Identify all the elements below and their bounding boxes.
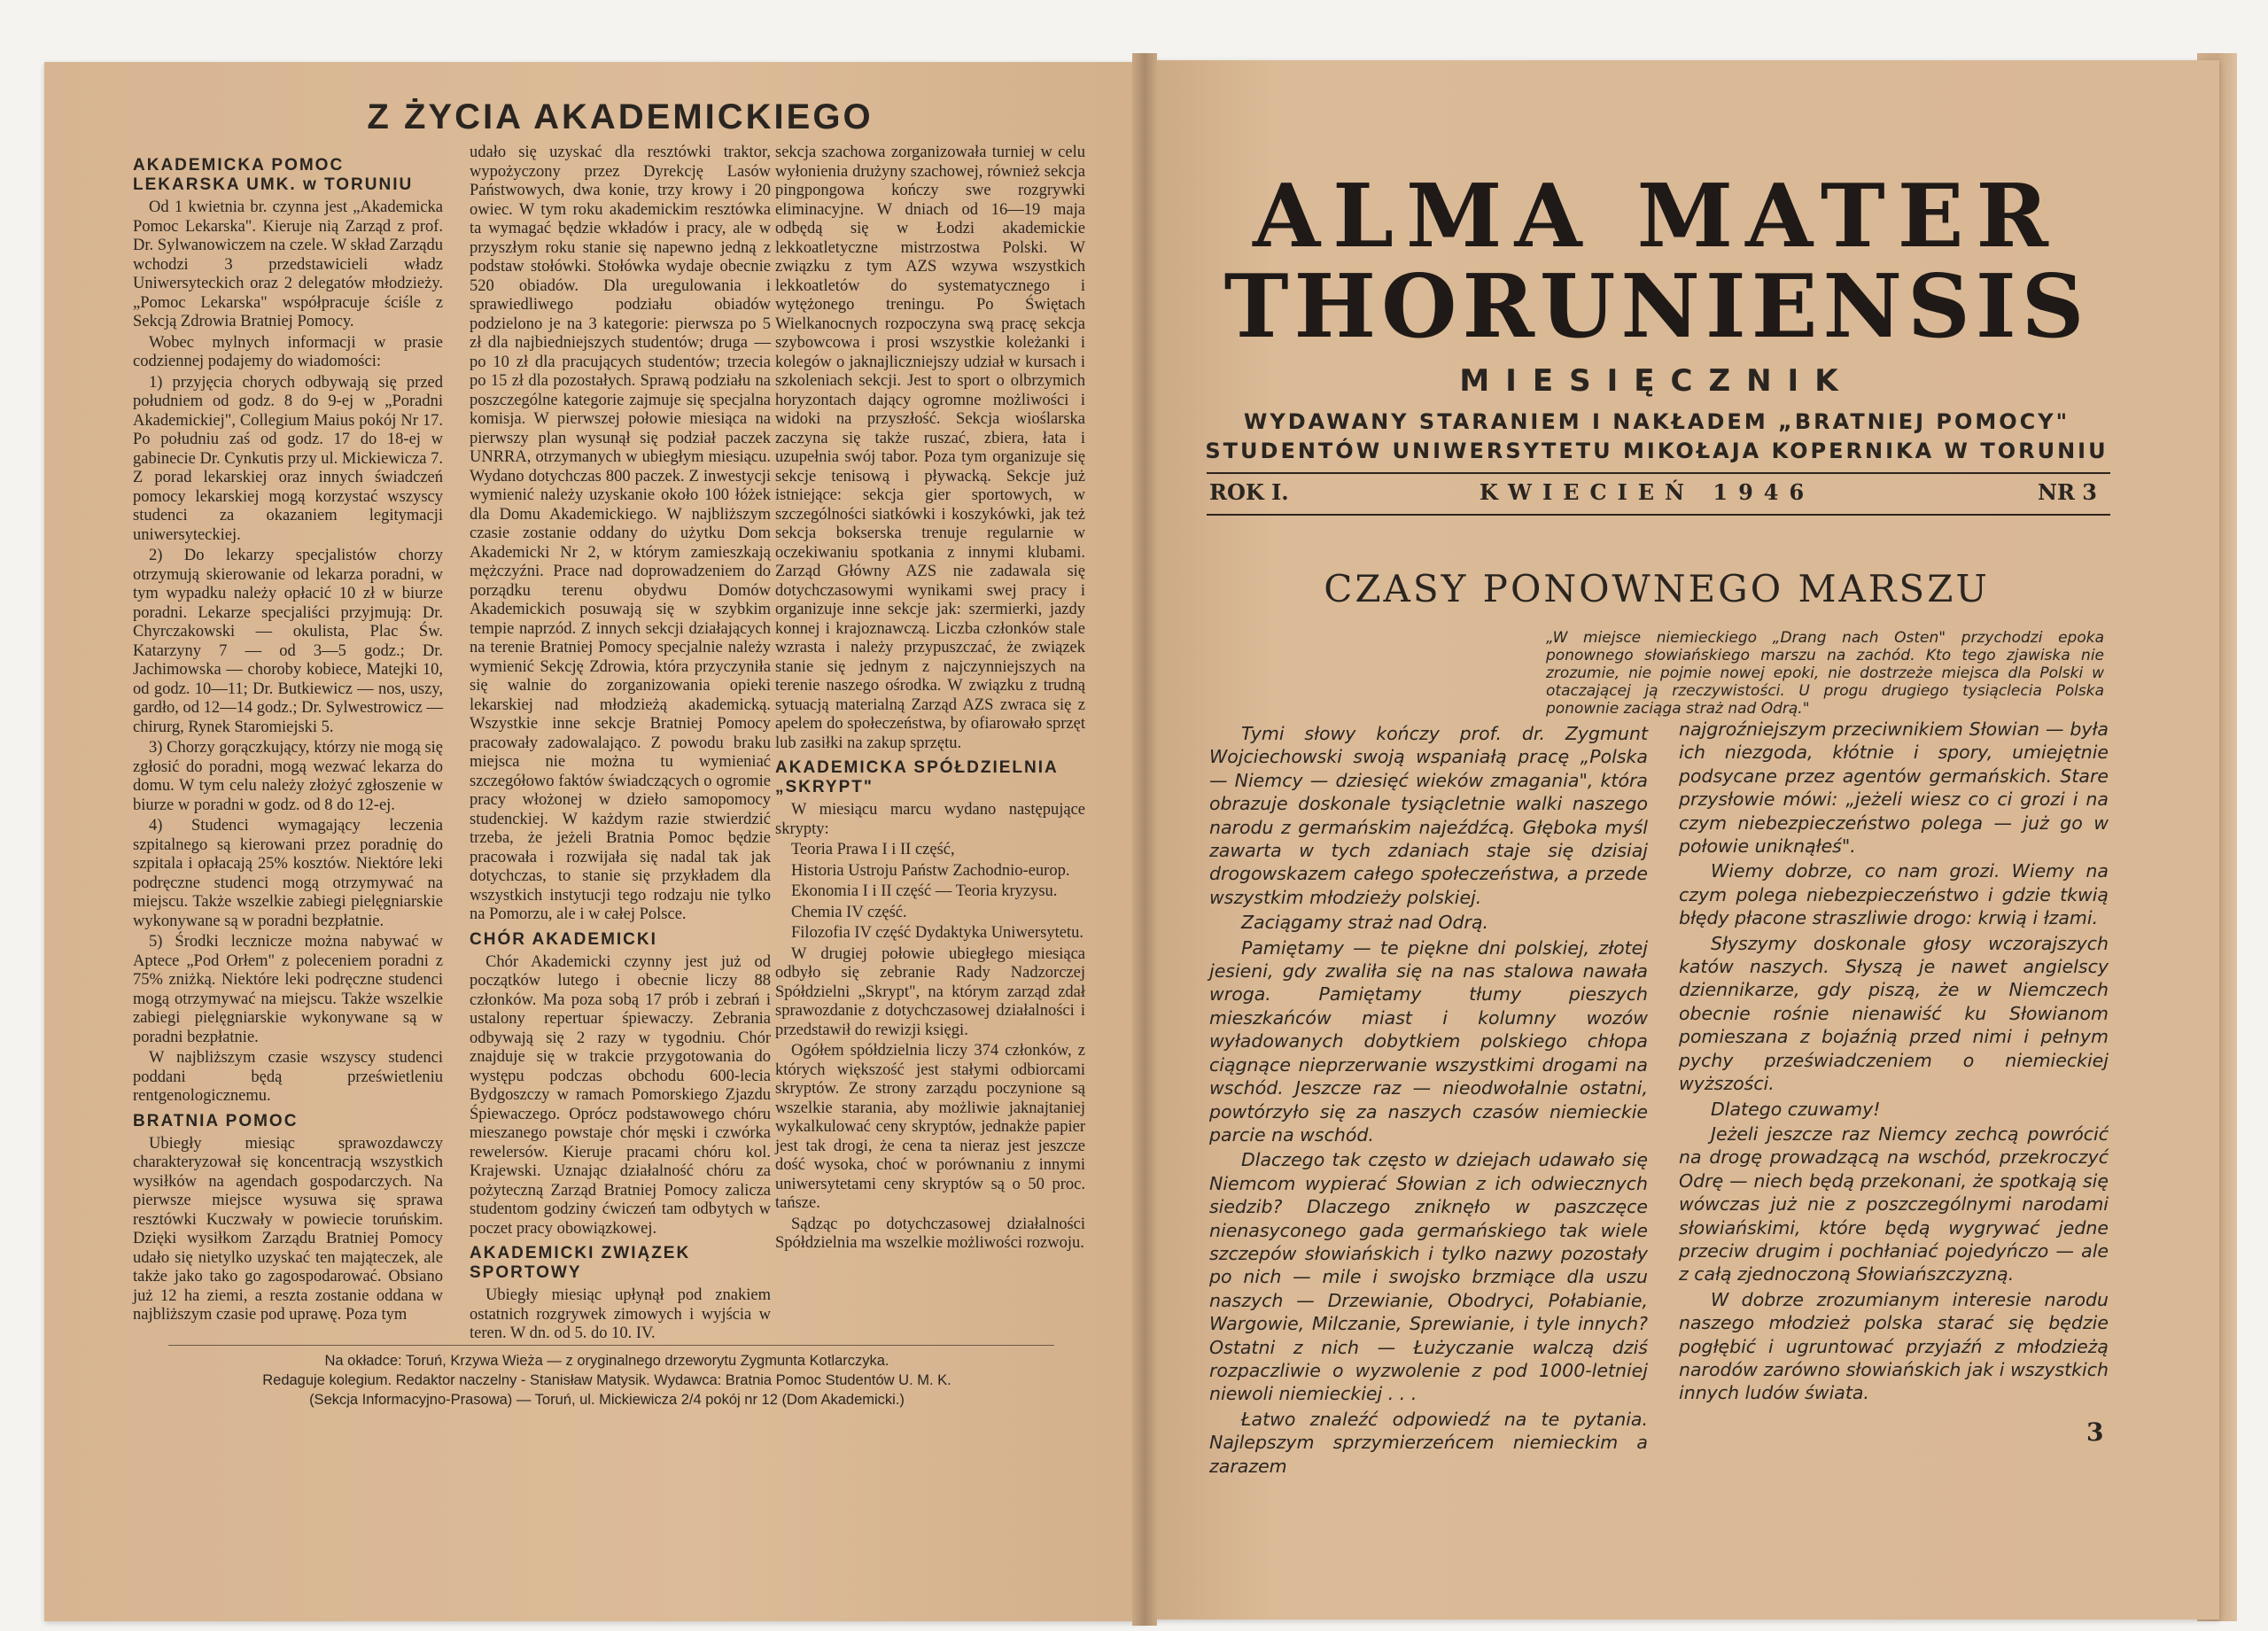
paragraph: Od 1 kwietnia br. czynna jest „Akademicka Pomoc Lekarska". Kieruje nią Zarząd z prof. Dr. Sylwanowiczem na czele. W skład Zarządu wchodzi 3 przedstawicieli władz Uniwersyteckich oraz 2 delegatów młodzieży. „Pomoc Lekarska" współpracuje ściśle z Sekcją Zdrowia Bratniej Pomocy. <box>133 198 443 330</box>
left-column-1 <box>133 151 443 1327</box>
masthead-title-line2: THORUNIENSIS <box>1223 256 2090 358</box>
paragraph: 5) Środki lecznicze można nabywać w Aptece „Pod Orłem" z poleceniem poradni z 75% zniżką. Niektóre leki podręczne studenci mogą otrzymywać na miejscu. Także wszelkie zabiegi pielęgniarskie wykonywane są w poradni bezpłatnie. <box>133 933 443 1046</box>
paragraph: Pamiętamy — te piękne dni polskiej, złotej jesieni, gdy zwaliła się na nas stalowa nawała wroga. Pamiętamy tłumy pieszych mieszkańców miast i kolumny wozów wyładowanych dobytkiem polskiego chłopa ciągnące nieprzerwanie wszystkimi drogami na wschód. Jeszcze raz — nieodwołalnie ostatni, powtórzyło się za naszych czasów niemieckie parcie na wschód. <box>1209 936 1648 1146</box>
paragraph: Wiemy dobrze, co nam grozi. Wiemy na czym polega niebezpieczeństwo i gdzie tkwią błędy płacone straszliwie drogo: krwią i łzami. <box>1679 860 2109 929</box>
heading-chor-akademicki: CHÓR AKADEMICKI <box>470 929 657 949</box>
issue-rule-bottom <box>1207 514 2110 516</box>
paragraph: W dobrze zrozumianym interesie narodu naszego młodzież polska starać się będzie pogłębić i ugruntować przyjaźń z młodzieżą narodów zarówno słowiańskich jak i wszystkich innych ludów świata. <box>1679 1288 2109 1404</box>
paragraph: 4) Studenci wymagający leczenia szpitalnego są kierowani przez poradnię do szpitala i opłacają 25% kosztów. Niektóre leki podręczne studenci mogą otrzymywać na miejscu. Także wszelkie zabiegi pielęgniarskie wykonywane są w poradni bezpłatnie. <box>133 817 443 930</box>
issue-number: NR 3 <box>2038 479 2097 505</box>
magazine-spine <box>1132 53 1157 1626</box>
publisher-line-1: WYDAWANY STARANIEM I NAKŁADEM „BRATNIEJ POMOCY" <box>1243 409 2070 434</box>
paragraph: Ubiegły miesiąc upłynął pod znakiem ostatnich rozgrywek zimowych i wyjścia w teren. W dn. od 5. do 10. IV. <box>470 1286 771 1342</box>
paragraph: 2) Do lekarzy specjalistów chorzy otrzymują skierowanie od lekarza poradni, w tym wypadku należy opłacić 10 zł w biurze poradni. Lekarze specjaliści przyjmują: Dr. Chyrczakowski — okulista, Plac Św. Katarzyny 7 — od 3—5 godz.; Dr. Jachimowska — choroby kobiece, Matejki 10, od godz. 10—11; Dr. Butkiewicz — nos, uszy, gardło, od 12—14 godz.; Dr. Sylwestrowicz — chirurg, Rynek Staromiejski 5. <box>133 547 443 736</box>
publisher-line-2: STUDENTÓW UNIWERSYTETU MIKOŁAJA KOPERNIKA W TORUNIU <box>1205 439 2109 463</box>
list-item: Ekonomia I i II część — Teoria kryzysu. <box>791 882 1058 900</box>
editorial-footer <box>124 1351 1090 1410</box>
left-column-2 <box>470 144 771 1346</box>
footer-rule <box>168 1345 1054 1346</box>
paragraph: Wobec mylnych informacji w prasie codziennej podajemy do wiadomości: <box>133 333 443 370</box>
paragraph: najgroźniejszym przeciwnikiem Słowian — była ich niezgoda, kłótnie i spory, umiejętnie podsycane przez agentów germańskich. Stare przysłowie mówi: „jeżeli wiesz co ci grozi i na czym niebezpieczeństwo polega — już go w połowie uniknąłeś". <box>1679 718 2109 858</box>
paragraph: sekcja szachowa zorganizowała turniej w celu wyłonienia drużyny szachowej, również sekcja pingpongowa kończy swe rozgrywki eliminacyjne. W dniach od 16—19 maja odbędą się w Łodzi akademickie lekkoatletyczne mistrzostwa Polski. W związku z tym AZS wzywa wszystkich lekkoatletów do systematycznego i wytężonego treningu. Po Świętach Wielkanocnych rozpoczyna swą pracę sekcja szybowcowa i prosi wszystkie koleżanki i kolegów o jaknajliczniejszy udział w kursach i szkoleniach sekcji. Jest to sport o olbrzymich horyzontach dający ogromne możliwości i widoki na przyszłość. Sekcja wioślarska zaczyna się także ruszać, zbiera, łata i uzupełnia swój tabor. Poza tym organizuje się sekcje tenisową i pływacką. Sekcje już istniejące: sekcja gier sportowych, w szczególności siatkówki i koszykówki, jak też sekcja bokserska trenuje regularnie w oczekiwaniu spotkania z innymi klubami. Zarząd Główny AZS nie zadawala się dotychczasowymi wynikami swej pracy i organizuje inne sekcje jak: szermierki, jazdy konnej i krajoznawczą. Liczba członków stale wzrasta i należy przypuszczać, że związek stanie się jednym z najczynniejszych na terenie naszego ośrodka. W związku z trudną sytuacją materialną Zarząd AZS zwraca się z apelem do społeczeństwa, by ofiarowało sprzęt lub zasiłki na zakup sprzętu. <box>775 144 1085 752</box>
issue-year: ROK I. <box>1209 479 1289 505</box>
paragraph: Tymi słowy kończy prof. dr. Zygmunt Wojciechowski swoją wspaniałą pracę „Polska — Niemcy — dziesięć wieków zmagania", która obrazuje doskonale tysiącletnie walki naszego narodu z germańskim najeźdźcą. Głęboka myśl zawarta w tych zdaniach staje się dzisiaj drogowskazem całego społeczeństwa, a przede wszystkim młodzieży polskiej. <box>1209 723 1648 908</box>
page-number: 3 <box>2086 1417 2104 1447</box>
paragraph: Ubiegły miesiąc sprawozdawczy charakteryzował się koncentracją wszystkich wysiłków na agendach gospodarczych. Na pierwsze miejsce wysuwa się sprawa resztówki Kuczwały w powiecie toruńskim. Dzięki wysiłkom Zarządu Bratniej Pomocy udało się nietylko uzyskać ten mająteczek, ale także jako tako go zagospodarować. Obsiano już 12 ha ziemi, a reszta zostanie oddana w najbliższym czasie pod uprawę. Poza tym <box>133 1134 443 1324</box>
list-item: Teoria Prawa I i II część, <box>791 841 955 858</box>
heading-bratnia-pomoc: BRATNIA POMOC <box>133 1111 299 1130</box>
section-title: Z ŻYCIA AKADEMICKIEGO <box>367 97 874 136</box>
paragraph: W drugiej połowie ubiegłego miesiąca odbyło się zebranie Rady Nadzorczej Spółdzielni „Skrypt", na którym zarząd zdał sprawozdanie z dotychczasowej działalności i przedstawił do rewizji księgi. <box>775 944 1085 1039</box>
masthead-title-line1: ALMA MATER <box>1253 166 2061 268</box>
heading-pomoc-lekarska: AKADEMICKA POMOC LEKARSKA UMK. w TORUNIU <box>133 156 414 194</box>
paragraph: 3) Chorzy gorączkujący, którzy nie mogą się zgłosić do poradni, mogą wezwać lekarza do domu. W tym celu należy złożyć zgłoszenie w biurze w poradni w godz. od 8 do 12-ej. <box>133 739 443 814</box>
paragraph: Jeżeli jeszcze raz Niemcy zechcą powrócić na drogę prowadzącą na wschód, przekroczyć Odrę — niech będą przekonani, że spotkają się wówczas już nie z poszczególnymi narodami słowiańskimi, które będą wygrywać jedne przeciw drugim i pochłaniać pojedyńczo — ale z całą zjednoczoną Słowiańszczyzną. <box>1679 1122 2109 1285</box>
paragraph: W miesiącu marcu wydano następujące skrypty: <box>775 801 1085 838</box>
epigraph: „W miejsce niemieckiego „Drang nach Osten" przychodzi epoka ponownego słowiańskiego marszu na zachód. Kto tego zjawiska nie zrozumie, nie pojmie nowej epoki, nie dostrzeże miejsca dla Polski w otaczającej ją rzeczywistości. U progu drugiego tysiąclecia Polska ponownie zaciąga straż nad Odrą." <box>1546 629 2104 718</box>
heading-skrypt: AKADEMICKA SPÓŁDZIELNIA „SKRYPT" <box>775 758 1059 796</box>
paragraph: Słyszymy doskonale głosy wczorajszych katów naszych. Słyszą je nawet angielscy dziennikarze, gdy piszą, że w Niemczech obecnie rośnie nienawiść ku Słowianom pomieszana z bojaźnią przed nimi i pełnym pychy przeświadczeniem o niemieckiej wyższości. <box>1679 932 2109 1095</box>
article-column-1 <box>1209 722 1648 1480</box>
list-item: Historia Ustroju Państw Zachodnio-europ. <box>791 861 1070 880</box>
article-column-2 <box>1679 718 2109 1407</box>
paragraph: Zaciągamy straż nad Odrą. <box>1241 912 1489 934</box>
paragraph: udało się uzyskać dla resztówki traktor, wypożyczony przez Dyrekcję Lasów Państwowych, dwa konie, trzy krowy i 20 owiec. W tym roku akademickim resztówka ta wymagać będzie wkładów i pracy, ale w przyszłym roku stanie się napewno jedną z podstaw stołówki. Stołówka wydaje obecnie 520 obiadów. Dla uregulowania i sprawiedliwego podziału obiadów podzielono je na 3 kategorie: pierwsza po 5 zł dla najbiedniejszych studentów; druga — po 10 zł dla pracujących studentów; trzecia po 15 zł dla pozostałych. Sprawą podziału na poszczególne kategorie zajmuje się specjalna komisja. W pierwszej połowie miesiąca na pierwszy plan wysunął się podział paczek UNRRA, otrzymanych w ubiegłym miesiącu. Wydano dotychczas 800 paczek. Z inwestycji wymienić należy uzyskanie około 100 łóżek dla Domu Akademickiego. W najbliższym czasie zostanie oddany do użytku Dom Akademicki Nr 2, w którym zamieszkają mężczyźni. Prace nad doprowadzeniem do porządku terenu obydwu Domów Akademickich posuwają się w szybkim tempie naprzód. Z innych sekcji działających na terenie Bratniej Pomocy specjalnie należy wymienić Sekcję Zdrowia, która przyczyniła się walnie do zorganizowania opieki lekarskiej nad młodzieżą akademicką. Wszystkie inne sekcje Bratniej Pomocy pracowały zadowalająco. Z powodu braku miejsca nie można tu wymieniać szczegółowo faktów świadczących o ogromie pracy włożonej w dzieło samopomocy studenckiej. W każdym razie stwierdzić trzeba, że jeżeli Bratnia Pomoc będzie pracowała i rozwijała się nadal tak jak dotychczas, to stanie się przykładem dla wszystkich instytucji tego rodzaju nie tylko na Pomorzu, ale i w całej Polsce. <box>470 144 771 923</box>
paragraph: Ogółem spółdzielnia liczy 374 członków, z których większość jest stałymi odbiorcami skryptów. Ze strony zarządu poczynione są wszelkie starania, aby możliwie jaknajtaniej wykalkulować ceny skryptów, jednakże papier jest tak drogi, że cena ta nieraz jest jeszcze dość wysoka, choć w porównaniu z innymi uniwersytetami ceny skryptów są o 50 proc. tańsze. <box>775 1042 1085 1212</box>
issue-rule-top <box>1207 472 2110 474</box>
paragraph: Łatwo znaleźć odpowiedź na te pytania. Najlepszym sprzymierzeńcem niemieckim a zarazem <box>1209 1408 1648 1477</box>
left-column-3 <box>775 144 1085 1255</box>
list-item: Chemia IV część. <box>791 903 907 921</box>
paragraph: Dlaczego tak często w dziejach udawało się Niemcom wypierać Słowian z ich odwiecznych siedzib? Dlaczego zniknęło w paszczęce nienasyconego gada germańskiego tak wiele szczepów słowiańskich i tylko nazwy pozostały po nich — mile i swojsko brzmiące dla uszu naszych — Drzewianie, Obodryci, Połabianie, Wargowie, Milczanie, Sprewianie, i tyle innych? Ostatni z nich — Łużyczanie walczą dziś rozpaczliwie o wyzwolenie z pod 1000-letniej niewoli niemieckiej . . . <box>1209 1149 1648 1405</box>
paragraph: W najbliższym czasie wszyscy studenci poddani będą prześwietleniu rentgenologicznemu. <box>133 1049 443 1105</box>
heading-azs: AKADEMICKI ZWIĄZEK SPORTOWY <box>470 1244 691 1282</box>
paragraph: Dlatego czuwamy! <box>1711 1098 1881 1120</box>
article-title: CZASY PONOWNEGO MARSZU <box>1324 567 1990 610</box>
masthead-subtitle: MIESIĘCZNIK <box>1459 363 1854 399</box>
paragraph: 1) przyjęcia chorych odbywają się przed południem od godz. 8 do 9-ej w „Poradni Akademickiej", Collegium Maius pokój Nr 17. Po południu zaś od godz. 17 do 18-ej w gabinecie Dr. Cynkutis przy ul. Mickiewicza 7. Z porad lekarskiej oraz innych świadczeń pomocy lekarskiej mogą korzystać wszyscy studenci za okazaniem legitymacji uniwersyteckiej. <box>133 373 443 544</box>
paragraph: Sądząc po dotychczasowej działalności Spółdzielnia ma wszelkie możliwości rozwoju. <box>775 1215 1085 1252</box>
cover-credit: Na okładce: Toruń, Krzywa Wieża — z oryginalnego drzeworytu Zygmunta Kotlarczyka. <box>324 1353 889 1369</box>
publisher-address: (Sekcja Informacyjno-Prasowa) — Toruń, ul. Mickiewicza 2/4 pokój nr 12 (Dom Akademicki.) <box>309 1392 905 1408</box>
editorial-credit: Redaguje kolegium. Redaktor naczelny - Stanisław Matysik. Wydawca: Bratnia Pomoc Studentów U. M. K. <box>262 1372 951 1388</box>
paragraph: Chór Akademicki czynny jest już od początków lutego i obecnie liczy 88 członków. Ma poza sobą 17 prób i zebrań i ustalony repertuar śpiewaczy. Zebrania odbywają się 2 razy w tygodniu. Chór znajduje się w trakcie przygotowania do występu podczas obchodu 600-lecia Bydgoszczy w ramach Pomorskiego Zjazdu Śpiewaczego. Oprócz podstawowego chóru mieszanego powstaje chór męski i czwórka rewelersów. Kieruje pracami chóru kol. Krajewski. Uznając działalność chóru za pożyteczną Zarząd Bratniej Pomocy zalicza studentom godziny ćwiczeń tam odbytych w poczet pracy obowiązkowej. <box>470 952 771 1238</box>
list-item: Filozofia IV część Dydaktyka Uniwersytetu. <box>791 924 1084 942</box>
issue-date: KWIECIEŃ 1946 <box>1480 479 1815 505</box>
